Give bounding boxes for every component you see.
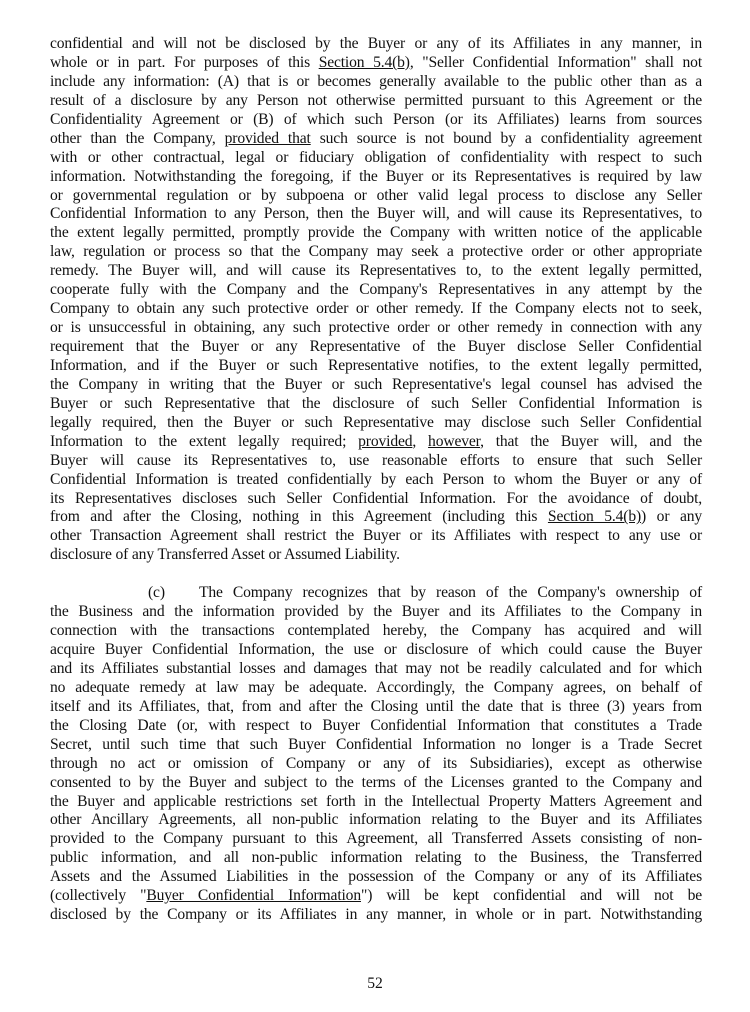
text-line xyxy=(50,187,702,206)
text-segment: cooperate fully with the Company and the Company's Representatives in any attempt by the xyxy=(50,281,702,299)
text-line xyxy=(50,149,702,168)
text-segment: the Company in writing that the Buyer or such Representative's legal counsel has advised the xyxy=(50,375,702,393)
text-line xyxy=(50,527,702,546)
paragraph-label: (c) xyxy=(148,584,165,602)
text-segment: include any information: (A) that is or becomes generally available to the public other than as a xyxy=(50,72,702,90)
text-line xyxy=(50,849,702,868)
text-segment: or governmental regulation or by subpoena or other valid legal process to disclose any Seller xyxy=(50,186,702,204)
text-segment: Buyer or such Representative that the disclosure of such Seller Confidential Information is xyxy=(50,394,702,412)
paragraph-5-4-b-continuation xyxy=(50,35,702,565)
text-segment: The Company recognizes that by reason of the Company's ownership of xyxy=(199,584,702,602)
text-line xyxy=(50,471,702,490)
text-line xyxy=(50,906,702,925)
text-line xyxy=(50,395,702,414)
text-line xyxy=(50,433,702,452)
text-segment: the Buyer and applicable restrictions set forth in the Intellectual Property Matters Agreement and xyxy=(50,792,702,810)
text-line xyxy=(50,111,702,130)
document-body xyxy=(50,35,702,925)
text-line xyxy=(50,35,702,54)
text-segment: information. Notwithstanding the foregoing, if the Buyer or its Representatives is required by law xyxy=(50,167,702,185)
text-line xyxy=(50,338,702,357)
text-line xyxy=(50,224,702,243)
text-segment: Information, and if the Buyer or such Representative notifies, to the extent legally permitted, xyxy=(50,356,702,374)
text-line xyxy=(50,508,702,527)
defined-term-reference: Section 5.4(b) xyxy=(318,53,410,71)
text-line xyxy=(50,887,702,906)
text-line xyxy=(50,679,702,698)
text-line xyxy=(50,452,702,471)
text-segment: whole or in part. For purposes of this xyxy=(50,53,319,71)
text-segment: disclosed by the Company or its Affiliates in any manner, in whole or in part. Notwithstanding xyxy=(50,906,702,924)
text-line xyxy=(50,546,702,565)
text-segment: Confidentiality Agreement or (B) of which such Person (or its Affiliates) learns from sources xyxy=(50,110,702,128)
text-line xyxy=(50,622,702,641)
text-segment: ") will be kept confidential and will not be xyxy=(360,887,702,905)
text-segment: consented to by the Buyer and subject to the terms of the Licenses granted to the Company and xyxy=(50,773,702,791)
text-segment: through no act or omission of Company or any of its Subsidiaries), except as otherwise xyxy=(50,754,702,772)
text-segment: acquire Buyer Confidential Information, the use or disclosure of which could cause the Buyer xyxy=(50,641,702,658)
text-line xyxy=(50,243,702,262)
text-segment: Information to the extent legally required; xyxy=(50,432,359,450)
text-line xyxy=(50,54,702,73)
text-line xyxy=(50,868,702,887)
text-line xyxy=(50,73,702,92)
defined-term-reference: Buyer Confidential Information xyxy=(146,887,361,905)
text-segment: , "Seller Confidential Information" shall not xyxy=(409,53,703,71)
text-segment: legally required, then the Buyer or such Representative may disclose such Seller Confidential xyxy=(50,413,702,431)
text-segment: provided to the Company pursuant to this Agreement, all Transferred Assets consisting of non- xyxy=(50,830,702,848)
text-line xyxy=(50,755,702,774)
text-segment: Secret, until such time that such Buyer Confidential Information no longer is a Trade Secret xyxy=(50,735,702,753)
text-line xyxy=(50,717,702,736)
text-line xyxy=(50,414,702,433)
text-segment: the Business and the information provided by the Buyer and its Affiliates to the Company in xyxy=(50,603,702,621)
text-line xyxy=(50,205,702,224)
paragraph-5-4-c xyxy=(50,584,702,925)
text-segment: result of a disclosure by any Person not otherwise permitted pursuant to this Agreement or the xyxy=(50,91,702,109)
defined-term-reference: however xyxy=(428,432,481,450)
text-segment: , xyxy=(412,432,429,450)
text-line xyxy=(50,830,702,849)
text-segment: other than the Company, xyxy=(50,129,225,147)
text-segment: Confidential Information to any Person, then the Buyer will, and will cause its Representatives, to xyxy=(50,205,702,223)
text-segment: such source is not bound by a confidentiality agreement xyxy=(310,129,702,147)
text-segment: other Transaction Agreement shall restrict the Buyer or its Affiliates with respect to any use or xyxy=(50,527,702,545)
text-line xyxy=(50,490,702,509)
text-segment: the Closing Date (or, with respect to Buyer Confidential Information that constitutes a Trade xyxy=(50,716,702,734)
text-line xyxy=(50,698,702,717)
text-line xyxy=(50,300,702,319)
text-segment: , that the Buyer will, and the xyxy=(480,432,702,450)
text-segment: the extent legally permitted, promptly provide the Company with written notice of the applicable xyxy=(50,224,702,242)
page-number: 52 xyxy=(367,975,383,992)
text-segment: remedy. The Buyer will, and will cause its Representatives to, to the extent legally permitted, xyxy=(50,262,702,280)
text-line xyxy=(50,262,702,281)
text-line xyxy=(50,281,702,300)
text-segment: public information, and all non-public information relating to the Business, the Transferred xyxy=(50,849,702,867)
defined-term-reference: Section 5.4(b) xyxy=(547,508,642,526)
text-line xyxy=(50,793,702,812)
text-line xyxy=(50,584,702,603)
text-segment: confidential and will not be disclosed by the Buyer or any of its Affiliates in any manner, in xyxy=(50,35,702,52)
text-segment: Confidential Information is treated confidentially by each Person to whom the Buyer or any of xyxy=(50,470,702,488)
text-line xyxy=(50,130,702,149)
text-segment: with or other contractual, legal or fiduciary obligation of confidentiality with respect to such xyxy=(50,148,702,166)
text-line xyxy=(50,92,702,111)
text-line xyxy=(50,774,702,793)
text-line xyxy=(50,811,702,830)
text-line xyxy=(50,736,702,755)
text-line xyxy=(50,603,702,622)
text-segment: itself and its Affiliates, that, from and after the Closing until the date that is three (3) years from xyxy=(50,697,702,715)
text-segment: connection with the transactions contemplated hereby, the Company has acquired and will xyxy=(50,622,702,640)
text-segment: or is unsuccessful in obtaining, any such protective order or other remedy in connection with any xyxy=(50,319,702,337)
text-segment: Buyer will cause its Representatives to, use reasonable efforts to ensure that such Seller xyxy=(50,451,702,469)
text-segment: disclosure of any Transferred Asset or Assumed Liability. xyxy=(50,546,400,564)
text-segment: law, regulation or process so that the Company may seek a protective order or other appropriate xyxy=(50,243,702,261)
text-segment: Company to obtain any such protective order or other remedy. If the Company elects not to seek, xyxy=(50,300,702,318)
text-segment: ) or any xyxy=(641,508,703,526)
text-segment: other Ancillary Agreements, all non-public information relating to the Buyer and its Affiliates xyxy=(50,811,702,829)
defined-term-reference: provided xyxy=(358,432,413,450)
text-line xyxy=(50,319,702,338)
text-segment: Assets and the Assumed Liabilities in the possession of the Company or any of its Affiliates xyxy=(50,868,702,886)
defined-term-reference: provided that xyxy=(224,129,311,147)
text-segment: no adequate remedy at law may be adequate. Accordingly, the Company agrees, on behalf of xyxy=(50,678,702,696)
text-line xyxy=(50,660,702,679)
text-line xyxy=(50,357,702,376)
text-line xyxy=(50,376,702,395)
text-line xyxy=(50,168,702,187)
text-line xyxy=(50,641,702,660)
text-segment: (collectively " xyxy=(50,887,147,905)
text-segment: requirement that the Buyer or any Representative of the Buyer disclose Seller Confidential xyxy=(50,338,702,355)
text-segment: its Representatives discloses such Seller Confidential Information. For the avoidance of doubt, xyxy=(50,489,702,507)
text-segment: and its Affiliates substantial losses and damages that may not be readily calculated and for which xyxy=(50,659,702,677)
text-segment: from and after the Closing, nothing in this Agreement (including this xyxy=(50,508,548,526)
